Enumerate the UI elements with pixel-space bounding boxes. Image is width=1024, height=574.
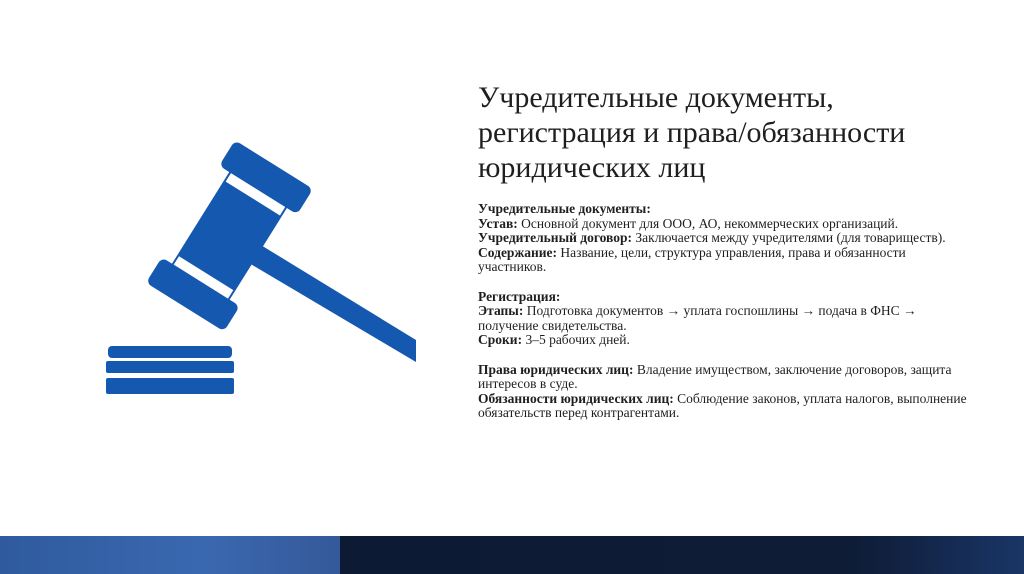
contents-label: Содержание: — [478, 244, 558, 260]
stages-item — [478, 304, 968, 333]
agreement-item — [478, 231, 968, 246]
founding-section — [478, 202, 968, 275]
agreement-label: Учредительный договор: — [478, 230, 632, 246]
title-line-1: Учредительные документы, — [478, 81, 834, 114]
charter-item — [478, 217, 968, 232]
stages-text: Подготовка документов → уплата госпошлины → подача в ФНС → получение свидетельства. — [478, 303, 917, 333]
charter-text: Основной документ для ООО, АО, некоммерческих организаций. — [517, 215, 899, 231]
content-body — [478, 202, 968, 436]
sound-block — [106, 346, 234, 394]
founding-heading: Учредительные документы: — [478, 201, 651, 216]
footer-bar-right — [340, 536, 1024, 574]
duties-item — [478, 392, 968, 421]
stages-label: Этапы: — [478, 303, 524, 319]
contents-item — [478, 246, 968, 275]
title-line-2: регистрация и права/обязанности — [478, 116, 906, 149]
agreement-text: Заключается между учредителями (для товариществ). — [632, 230, 946, 246]
registration-heading: Регистрация: — [478, 288, 561, 304]
contents-text: Название, цели, структура управления, права и обязанности участников. — [478, 244, 906, 275]
duties-text: Соблюдение законов, уплата налогов, выполнение обязательств перед контрагентами. — [478, 390, 967, 421]
page-title — [478, 80, 948, 185]
terms-text: 3–5 рабочих дней. — [522, 332, 630, 348]
gavel-head — [146, 140, 313, 331]
rights-label: Права юридических лиц: — [478, 361, 634, 377]
footer-bar-left — [0, 536, 340, 574]
terms-label: Сроки: — [478, 332, 523, 348]
rights-text: Владение имуществом, заключение договоров, защита интересов в суде. — [478, 361, 952, 392]
rights-section — [478, 363, 968, 421]
terms-item — [478, 333, 968, 348]
rights-item — [478, 363, 968, 392]
charter-label: Устав: — [478, 215, 518, 231]
duties-label: Обязанности юридических лиц: — [478, 390, 674, 406]
gavel-icon — [100, 140, 420, 400]
registration-section — [478, 290, 968, 348]
title-line-3: юридических лиц — [478, 151, 706, 184]
